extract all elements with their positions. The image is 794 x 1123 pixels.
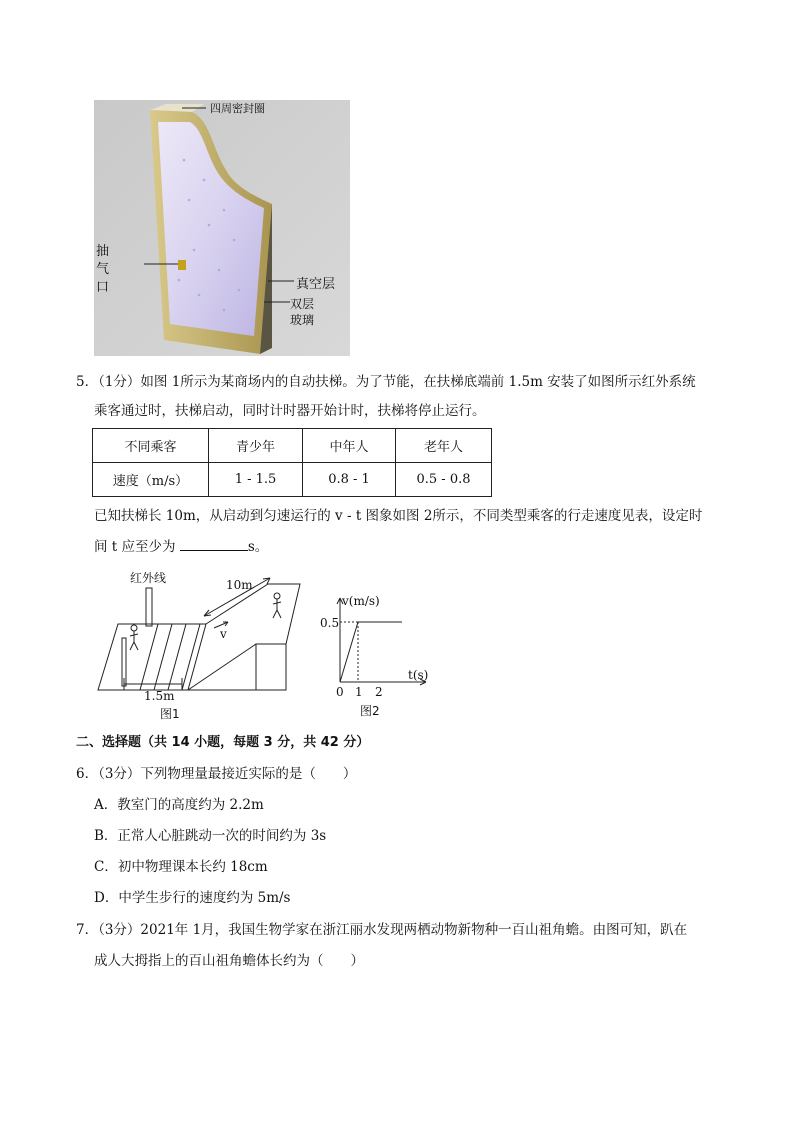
label-vacuum: 真空层 — [296, 277, 336, 292]
q5-line-4 — [94, 536, 268, 557]
table-header-row — [93, 429, 492, 463]
q5-line-4-suffix: s。 — [247, 539, 269, 555]
escalator-figure — [96, 566, 306, 722]
speed-table — [92, 428, 492, 497]
fig2-caption: 图2 — [360, 704, 380, 718]
q5-line-2: 乘客通过时，扶梯启动，同时计时器开始计时，扶梯将停止运行。 — [94, 403, 486, 419]
vt-y-tick: 0.5 — [320, 616, 340, 630]
label-10m: 10m — [226, 578, 253, 592]
label-double-1: 双层 — [290, 297, 315, 311]
label-seal: 四周密封圈 — [210, 102, 265, 115]
section-heading: 二、选择题（共 14 小题，每题 3 分，共 42 分） — [76, 735, 370, 750]
table-cell: 1 - 1.5 — [209, 463, 303, 497]
q5-line-3: 已知扶梯长 10m，从启动到匀速运行的 v - t 图象如图 2所示，不同类型乘客的行走速度见表，设定时 — [94, 508, 703, 524]
vt-x-tick-2: 2 — [375, 685, 383, 699]
table-row — [93, 463, 492, 497]
table-cell: 中年人 — [303, 429, 396, 463]
table-cell: 青少年 — [209, 429, 303, 463]
vt-x-tick-0: 0 — [336, 685, 344, 699]
fig1-caption: 图1 — [160, 707, 180, 721]
label-pump-3: 口 — [96, 280, 110, 295]
table-cell: 0.8 - 1 — [303, 463, 396, 497]
q6-option-d[interactable]: D．中学生步行的速度约为 5m/s — [94, 890, 291, 906]
q6-option-a[interactable]: A．教室门的高度约为 2.2m — [94, 797, 264, 813]
q7-line-2: 成人大拇指上的百山祖角蟾体长约为（ ） — [94, 953, 364, 969]
q6-stem: 6．（3分）下列物理量最接近实际的是（ ） — [76, 766, 357, 782]
q6-option-b[interactable]: B．正常人心脏跳动一次的时间约为 3s — [94, 828, 327, 844]
q5-line-4-prefix: 间 t 应至少为 — [94, 539, 176, 555]
table-cell: 不同乘客 — [93, 429, 209, 463]
label-v: v — [220, 627, 227, 641]
label-pump-2: 气 — [96, 262, 110, 277]
label-double-2: 玻璃 — [290, 313, 315, 327]
table-cell: 速度（m/s） — [93, 463, 209, 497]
table-cell: 0.5 - 0.8 — [396, 463, 492, 497]
label-infrared: 红外线 — [130, 571, 167, 585]
answer-blank[interactable] — [180, 536, 248, 551]
q7-line-1: 7．（3分）2021年 1月，我国生物学家在浙江丽水发现两栖动物新物种一百山祖角蟾。由图可知，趴在 — [76, 922, 688, 938]
vt-x-tick-1: 1 — [355, 685, 363, 699]
escalator-diagram — [96, 566, 306, 722]
label-pump-1: 抽 — [96, 244, 110, 259]
label-1.5m: 1.5m — [144, 689, 175, 703]
q5-line-1: 5．（1分）如图 1所示为某商场内的自动扶梯。为了节能，在扶梯底端前 1.5m 安装了如图所示红外系统 — [76, 374, 696, 390]
q6-option-c[interactable]: C．初中物理课本长约 18cm — [94, 859, 268, 875]
vt-x-axis-label: t(s) — [408, 668, 429, 682]
table-cell: 老年人 — [396, 429, 492, 463]
vt-y-axis-label: v(m/s) — [342, 594, 380, 608]
